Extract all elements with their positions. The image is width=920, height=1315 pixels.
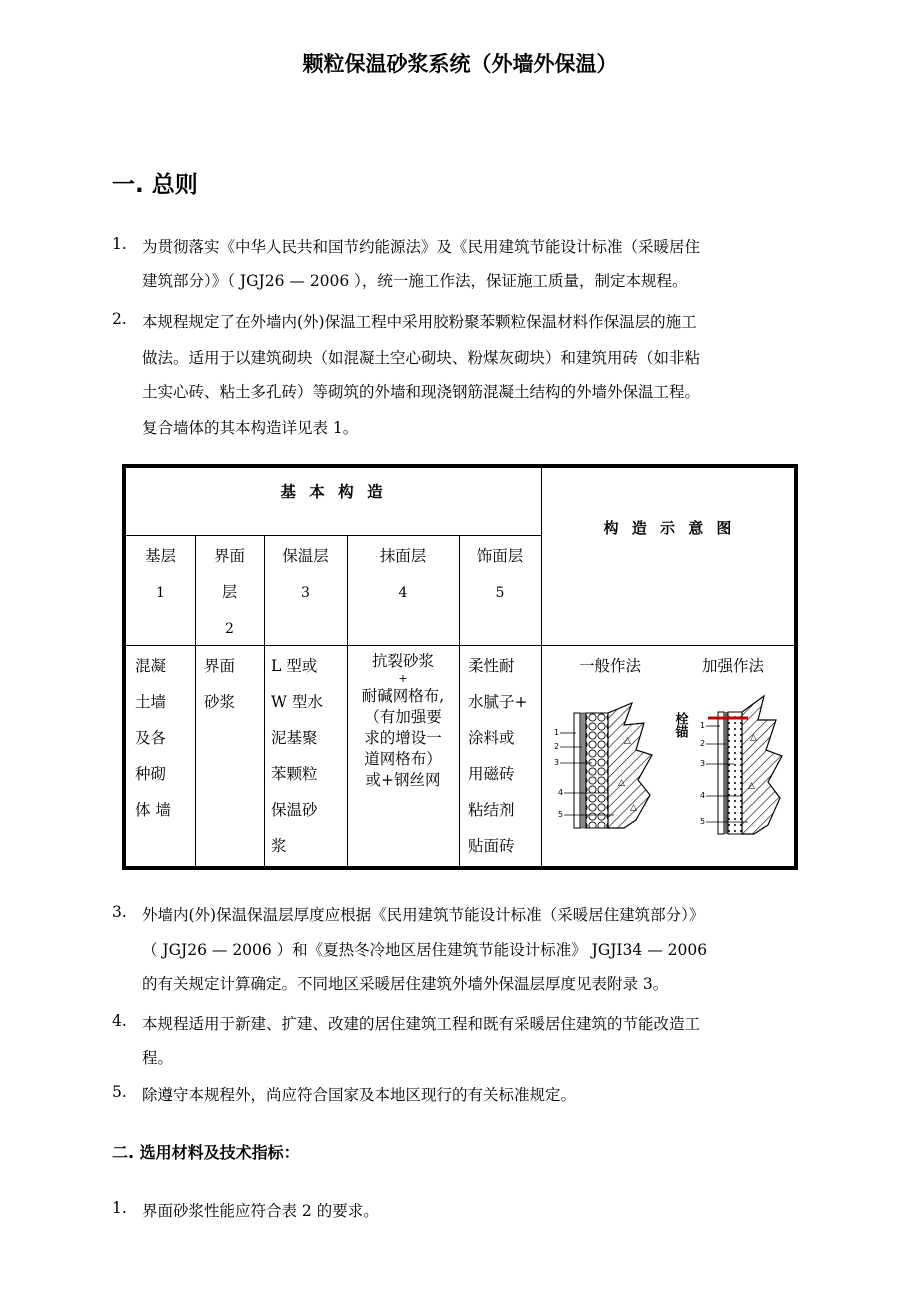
- svg-text:3: 3: [554, 758, 560, 767]
- svg-text:2: 2: [700, 739, 706, 748]
- paragraph-line: 土实心砖、粘土多孔砖）等砌筑的外墙和现浇钢筋混凝土结构的外墙外保温工程。: [142, 383, 701, 401]
- list-item-number: 1.: [112, 1199, 127, 1217]
- col-header-interface: 界面 层 2: [213, 547, 245, 637]
- list-item-number: 2.: [112, 310, 127, 328]
- col-header-finish: 饰面层 5: [476, 547, 524, 601]
- list-item-number: 5.: [112, 1083, 127, 1101]
- paragraph-line: 本规程适用于新建、扩建、改建的居住建筑工程和既有采暖居住建筑的节能改造工: [142, 1015, 701, 1033]
- svg-text:3: 3: [700, 759, 706, 768]
- label-general-method: 一般作法: [578, 657, 641, 675]
- svg-text:△: △: [624, 736, 631, 746]
- table-header-basic: 基 本 构 造: [280, 482, 387, 501]
- paragraph-line: 除遵守本规程外，尚应符合国家及本地区现行的有关标准规定。: [142, 1086, 577, 1104]
- reinforced-method-diagram: [672, 690, 790, 840]
- paragraph-line: 为贯彻落实《中华人民共和国节约能源法》及《民用建筑节能设计标准（采暖居住: [142, 238, 701, 256]
- svg-text:△: △: [750, 733, 757, 743]
- paragraph-line: 程。: [142, 1049, 174, 1067]
- label-reinforced-method: 加强作法: [701, 657, 764, 675]
- list-item-number: 4.: [112, 1012, 127, 1030]
- table-header-diagram: 构 造 示 意 图: [603, 519, 736, 537]
- cell-insulation: L 型或 W 型水 泥基聚 苯颗粒 保温砂 浆: [271, 657, 323, 855]
- col-header-plaster: 抹面层 4: [379, 547, 427, 601]
- svg-text:△: △: [630, 803, 637, 813]
- cell-interface: 界面 砂浆: [204, 657, 236, 711]
- section-heading-general: 一. 总则: [112, 172, 198, 198]
- svg-text:1: 1: [700, 721, 706, 730]
- paragraph-line: 建筑部分）》（ JGJ26 — 2006 ），统一施工作法，保证施工质量，制定本规程。: [142, 272, 688, 290]
- cell-plaster: 抗裂砂浆 + 耐碱网格布, （有加强要 求的增设一 道网格布） 或+钢丝网: [361, 652, 445, 789]
- section-heading-materials: 二. 选用材料及技术指标：: [112, 1143, 300, 1162]
- general-method-diagram: [552, 695, 664, 835]
- paragraph-line: 界面砂浆性能应符合表 2 的要求。: [142, 1202, 379, 1220]
- paragraph-line: 做法。适用于以建筑砌块（如混凝土空心砌块、粉煤灰砌块）和建筑用砖（如非粘: [142, 349, 701, 367]
- list-item-number: 3.: [112, 903, 127, 921]
- list-item-number: 1.: [112, 235, 127, 253]
- col-header-insulation: 保温层 3: [282, 547, 329, 601]
- paragraph-line: （ JGJ26 — 2006 ）和《夏热冬冷地区居住建筑节能设计标准》 JGJI34 — 2006: [142, 941, 708, 959]
- svg-text:5: 5: [700, 817, 706, 826]
- svg-text:△: △: [618, 778, 625, 788]
- svg-text:5: 5: [558, 810, 564, 819]
- svg-text:4: 4: [558, 788, 564, 797]
- anchor-label: 栓锚: [672, 712, 688, 738]
- cell-base: 混凝 土墙 及各 种砌 体 墙: [135, 657, 171, 819]
- svg-text:2: 2: [554, 742, 560, 751]
- svg-text:1: 1: [554, 728, 560, 737]
- cell-finish: 柔性耐 水腻子+ 涂料或 用磁砖 粘结剂 贴面砖: [468, 657, 528, 855]
- col-header-base: 基层 1: [144, 547, 176, 601]
- svg-text:4: 4: [700, 791, 706, 800]
- svg-text:△: △: [748, 781, 755, 791]
- paragraph-line: 本规程规定了在外墙内(外)保温工程中采用胶粉聚苯颗粒保温材料作保温层的施工: [142, 313, 697, 331]
- paragraph-line: 复合墙体的其本构造详见表 1。: [142, 419, 359, 437]
- page-title: 颗粒保温砂浆系统（外墙外保温）: [302, 52, 618, 76]
- paragraph-line: 的有关规定计算确定。不同地区采暖居住建筑外墙外保温层厚度见表附录 3。: [142, 975, 669, 993]
- paragraph-line: 外墙内(外)保温保温层厚度应根据《民用建筑节能设计标准（采暖居住建筑部分）》: [142, 906, 705, 924]
